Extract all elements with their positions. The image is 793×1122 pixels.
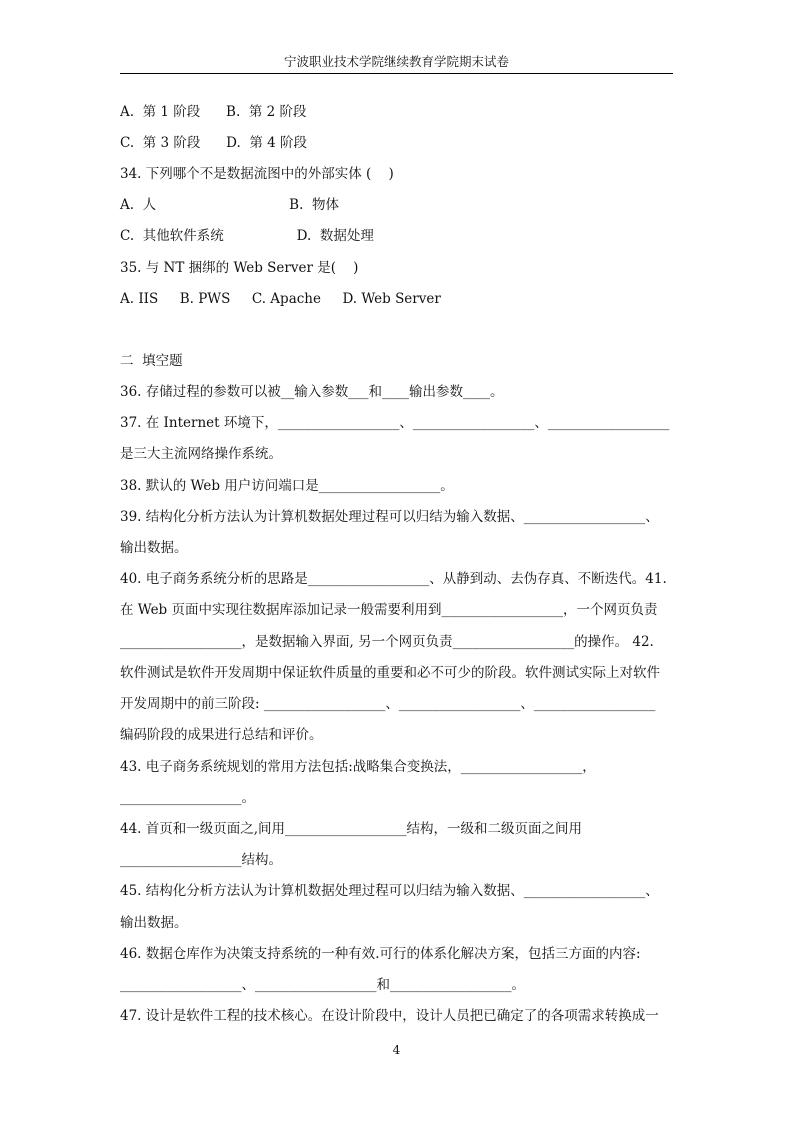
text-line: A. 第 1 阶段 B. 第 2 阶段: [120, 104, 307, 120]
header-rule: [120, 73, 673, 74]
text-line: 编码阶段的成果进行总结和评价。: [120, 727, 323, 743]
text-line: C. 第 3 阶段 D. 第 4 阶段: [120, 135, 308, 151]
question-35: 35. 与 NT 捆绑的 Web Server 是( ): [120, 260, 359, 276]
text-line: __________________结构。: [120, 852, 282, 868]
question-44: 44. 首页和一级页面之,间用__________________结构，一级和二级页面之间用: [120, 821, 583, 837]
question-39: 39. 结构化分析方法认为计算机数据处理过程可以归结为输入数据、__________________、: [120, 509, 659, 525]
text-line: A. IIS B. PWS C. Apache D. Web Server: [120, 291, 441, 307]
question-42: 软件测试是软件开发周期中保证软件质量的重要和必不可少的阶段。软件测试实际上对软件: [120, 665, 660, 681]
text-line: 开发周期中的前三阶段: __________________、__________________、__________________: [120, 696, 656, 712]
text-line: __________________，是数据输入界面, 另一个网页负责__________________的操作。 42.: [120, 634, 654, 650]
question-38: 38. 默认的 Web 用户访问端口是__________________。: [120, 478, 454, 494]
question-34: 34. 下列哪个不是数据流图中的外部实体 ( ): [120, 166, 394, 182]
text-line: A. 人 B. 物体: [120, 197, 339, 213]
question-41: 在 Web 页面中实现往数据库添加记录一般需要利用到__________________，一个网页负责: [120, 602, 658, 618]
question-45: 45. 结构化分析方法认为计算机数据处理过程可以归结为输入数据、__________________、: [120, 883, 659, 899]
text-line: __________________。: [120, 790, 255, 806]
text-line: 是三大主流网络操作系统。: [120, 446, 282, 462]
page-header: 宁波职业技术学院继续教育学院期末试卷: [283, 54, 509, 69]
text-line: C. 其他软件系统 D. 数据处理: [120, 228, 374, 244]
question-36: 36. 存储过程的参数可以被__输入参数___和____输出参数____。: [120, 384, 504, 400]
question-47: 47. 设计是软件工程的技术核心。在设计阶段中，设计人员把已确定了的各项需求转换成一: [120, 1008, 659, 1024]
text-line: 输出数据。: [120, 915, 188, 931]
page-number: 4: [392, 1043, 401, 1057]
question-46: 46. 数据仓库作为决策支持系统的一种有效.可行的体系化解决方案，包括三方面的内容:: [120, 946, 641, 962]
text-line: __________________、__________________和__________________。: [120, 977, 525, 993]
question-43: 43. 电子商务系统规划的常用方法包括:战略集合变换法，__________________，: [120, 759, 596, 775]
question-37: 37. 在 Internet 环境下，__________________、__________________、__________________: [120, 415, 670, 431]
question-40: 40. 电子商务系统分析的思路是__________________、从静到动、去伪存真、不断迭代。41.: [120, 571, 667, 587]
text-line: 输出数据。: [120, 540, 188, 556]
section-title: 二 填空题: [120, 353, 183, 369]
